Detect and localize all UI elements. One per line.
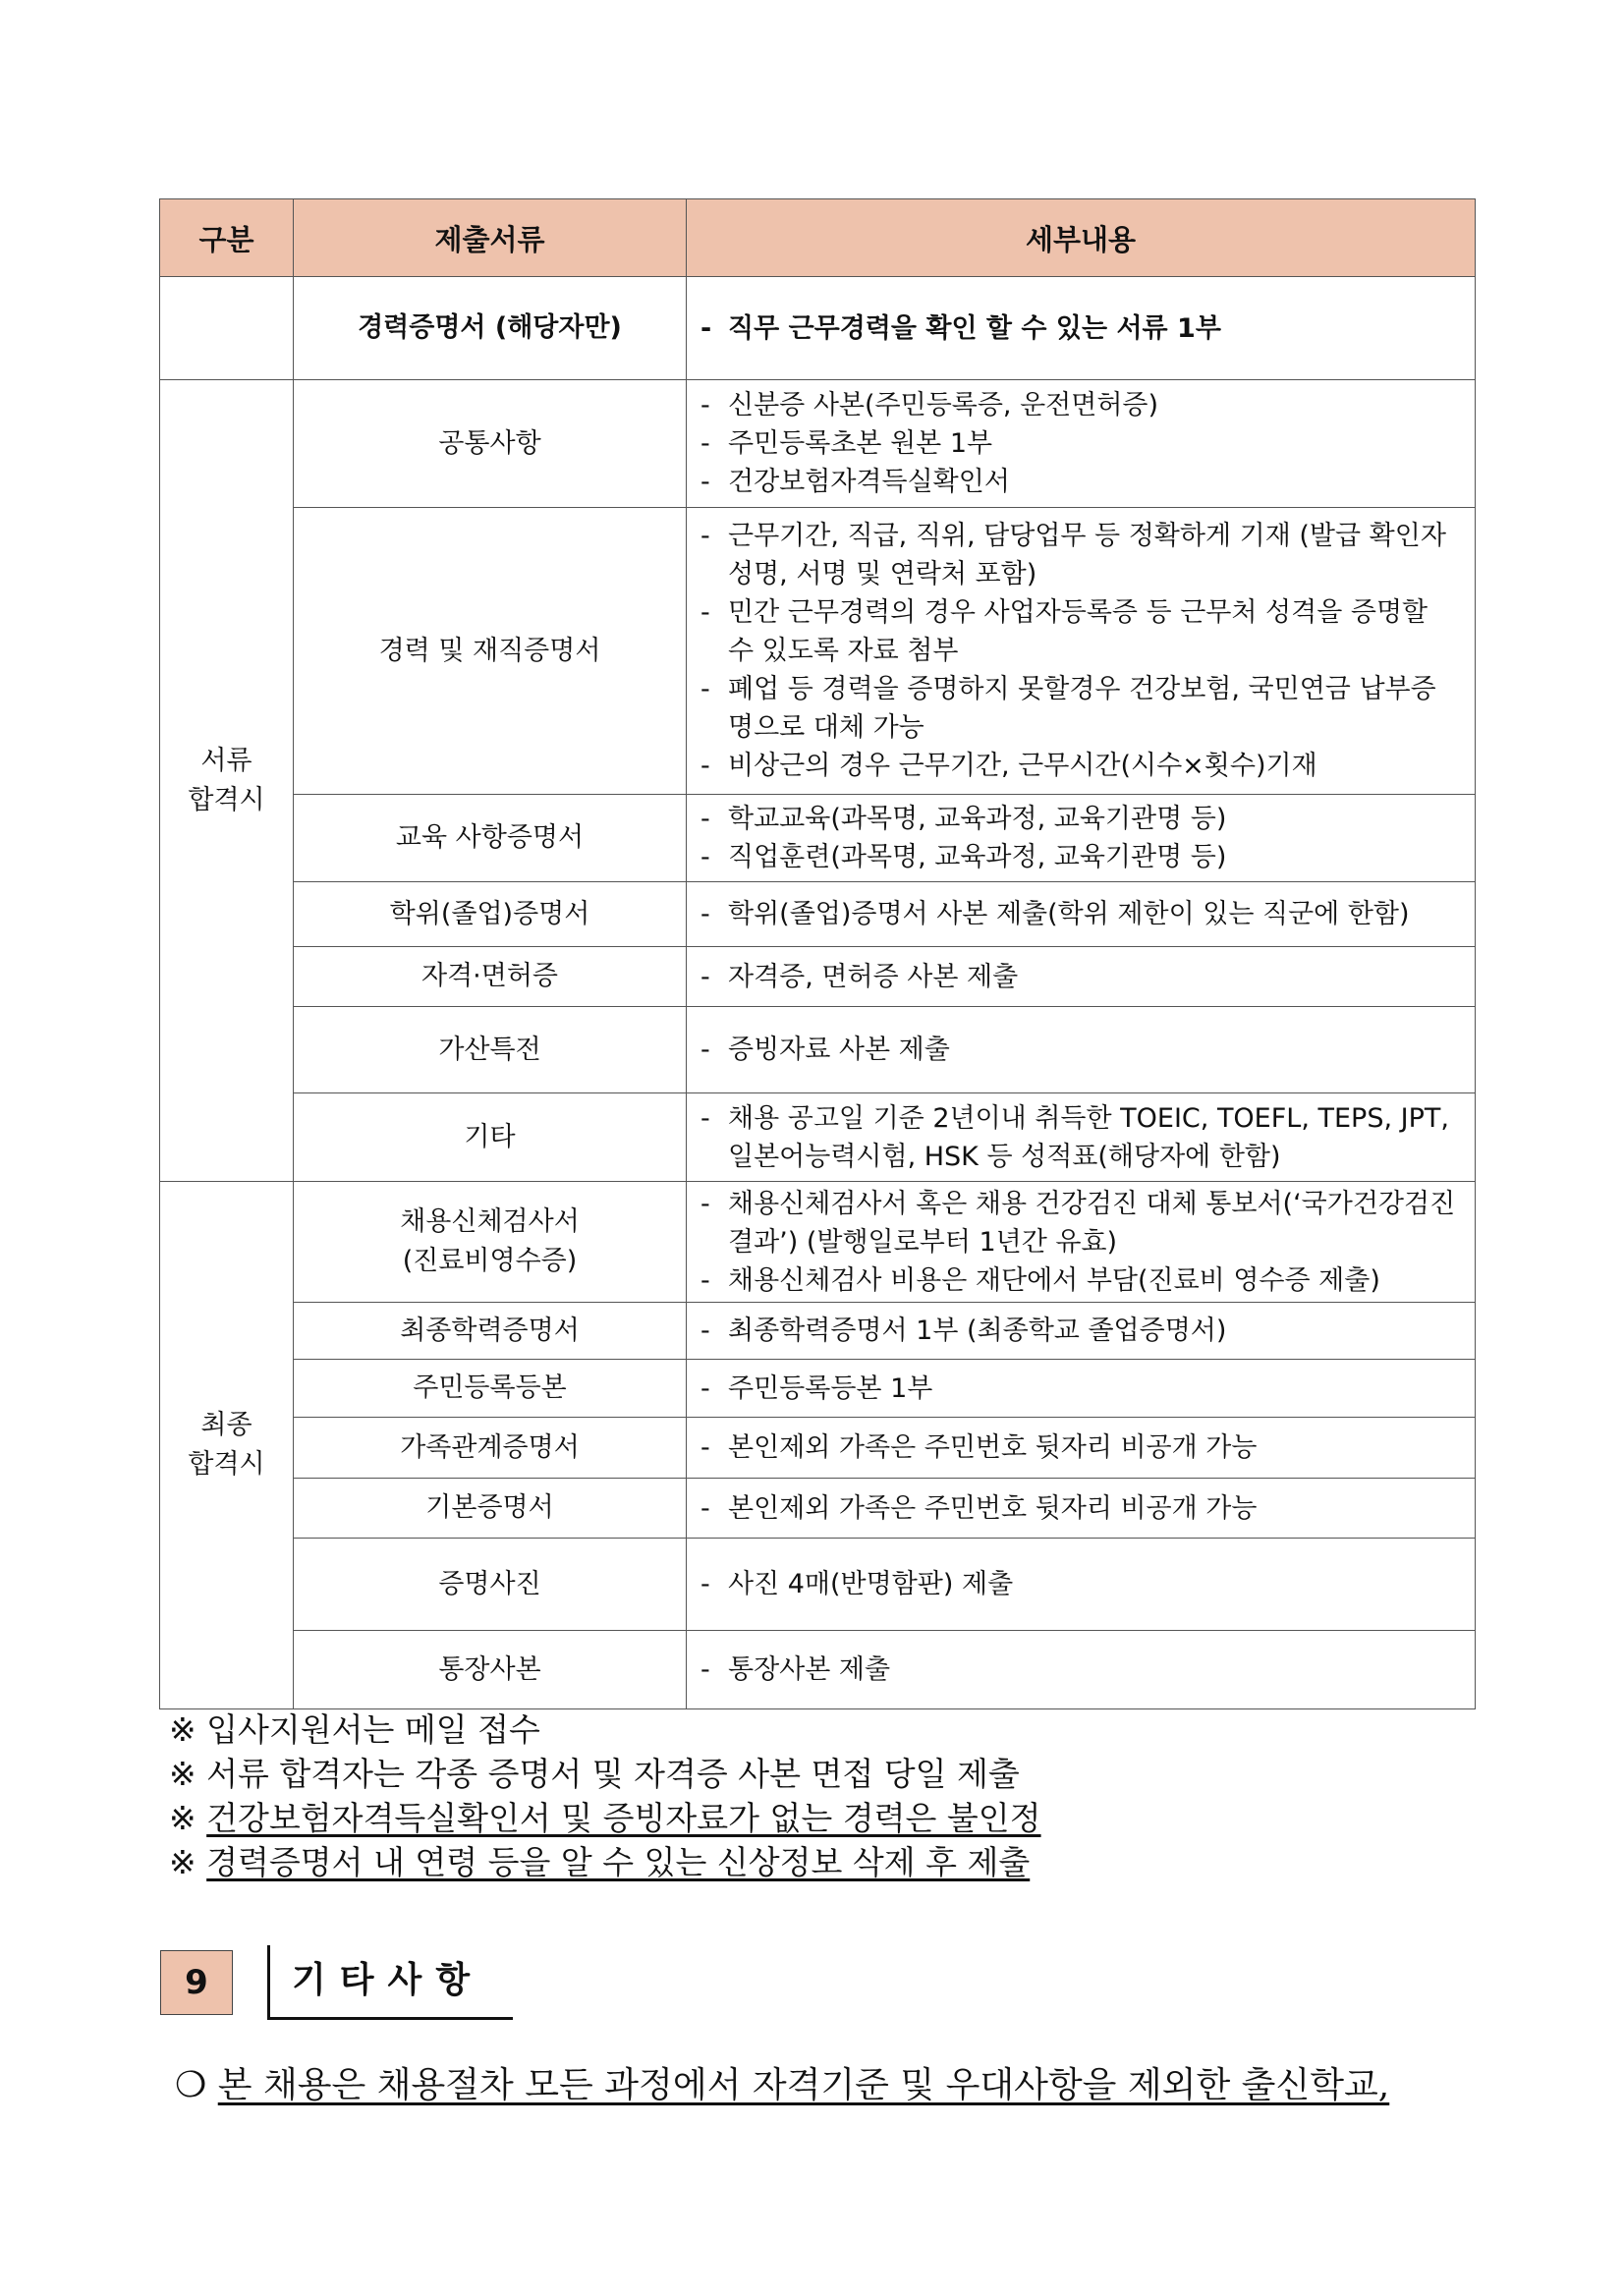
note-item: ※ 입사지원서는 메일 접수	[169, 1710, 540, 1749]
paragraph-text: 본 채용은 채용절차 모든 과정에서 자격기준 및 우대사항을 제외한 출신학교,	[217, 2065, 1390, 2105]
table-row	[160, 882, 1476, 947]
section-title: 기타사항	[267, 1945, 513, 2020]
document-cell: 통장사본	[294, 1631, 687, 1709]
document-cell: 가족관계증명서	[294, 1418, 687, 1479]
document-cell: 주민등록등본	[294, 1360, 687, 1418]
details-cell: - 채용신체검사서 혹은 채용 건강검진 대체 통보서(‘국가건강검진 결과’) (발행일로부터 1년간 유효) - 채용신체검사 비용은 재단에서 부담(진료비 영수증 제출)	[687, 1182, 1476, 1303]
document-cell: 채용신체검사서 (진료비영수증)	[294, 1182, 687, 1303]
table-row	[160, 1303, 1476, 1360]
header-document: 제출서류	[294, 199, 687, 277]
table-row	[160, 1007, 1476, 1093]
details-cell: - 본인제외 가족은 주민번호 뒷자리 비공개 가능	[687, 1418, 1476, 1479]
table-header-row	[160, 199, 1476, 277]
note-item: ※ 건강보험자격득실확인서 및 증빙자료가 없는 경력은 불인정	[169, 1799, 1041, 1837]
document-cell: 증명사진	[294, 1539, 687, 1631]
document-cell: 기타	[294, 1093, 687, 1182]
details-cell: - 근무기간, 직급, 직위, 담당업무 등 정확하게 기재 (발급 확인자 성명, 서명 및 연락처 포함) - 민간 근무경력의 경우 사업자등록증 등 근무처 성격을 증명할 수 있도록 자료 첨부 - 폐업 등 경력을 증명하지 못할경우 건강보험, 국민연금 납부증명으로 대체 가능 - 비상근의 경우 근무기간, 근무시간(시수×횟수)기재	[687, 508, 1476, 795]
table-row	[160, 1360, 1476, 1418]
note-item: ※ 서류 합격자는 각종 증명서 및 자격증 사본 면접 당일 제출	[169, 1755, 1020, 1793]
details-cell: - 학위(졸업)증명서 사본 제출(학위 제한이 있는 직군에 한함)	[687, 882, 1476, 947]
category-cell-empty	[160, 277, 294, 380]
table-row	[160, 1631, 1476, 1709]
section-number: 9	[160, 1950, 233, 2015]
document-cell: 공통사항	[294, 380, 687, 508]
document-cell: 기본증명서	[294, 1479, 687, 1539]
reference-mark: ※	[169, 1843, 196, 1881]
details-cell: - 자격증, 면허증 사본 제출	[687, 947, 1476, 1007]
table-row	[160, 380, 1476, 508]
table-row	[160, 1539, 1476, 1631]
details-cell: - 학교교육(과목명, 교육과정, 교육기관명 등) - 직업훈련(과목명, 교육과정, 교육기관명 등)	[687, 795, 1476, 882]
details-cell: - 최종학력증명서 1부 (최종학교 졸업증명서)	[687, 1303, 1476, 1360]
reference-mark: ※	[169, 1799, 196, 1837]
document-cell: 최종학력증명서	[294, 1303, 687, 1360]
table-row	[160, 508, 1476, 795]
reference-mark: ※	[169, 1755, 196, 1793]
documents-table	[159, 198, 1476, 1709]
note-item: ※ 경력증명서 내 연령 등을 알 수 있는 신상정보 삭제 후 제출	[169, 1843, 1031, 1881]
table-row	[160, 1418, 1476, 1479]
category-cell-document-pass: 서류 합격시	[160, 380, 294, 1182]
details-cell: - 주민등록등본 1부	[687, 1360, 1476, 1418]
table-row	[160, 277, 1476, 380]
table-row	[160, 1182, 1476, 1303]
details-cell: - 직무 근무경력을 확인 할 수 있는 서류 1부	[687, 277, 1476, 380]
document-cell: 경력 및 재직증명서	[294, 508, 687, 795]
table-row	[160, 1479, 1476, 1539]
body-paragraph	[175, 2057, 1389, 2107]
details-cell: - 신분증 사본(주민등록증, 운전면허증) - 주민등록초본 원본 1부 - 건강보험자격득실확인서	[687, 380, 1476, 508]
details-cell: - 채용 공고일 기준 2년이내 취득한 TOEIC, TOEFL, TEPS, JPT, 일본어능력시험, HSK 등 성적표(해당자에 한함)	[687, 1093, 1476, 1182]
document-cell: 가산특전	[294, 1007, 687, 1093]
details-cell: - 증빙자료 사본 제출	[687, 1007, 1476, 1093]
document-cell: 학위(졸업)증명서	[294, 882, 687, 947]
circle-bullet-icon: ❍	[175, 2065, 207, 2105]
document-cell: 자격·면허증	[294, 947, 687, 1007]
table-row	[160, 947, 1476, 1007]
notes-list	[169, 1708, 1041, 1884]
details-cell: - 통장사본 제출	[687, 1631, 1476, 1709]
table-row	[160, 1093, 1476, 1182]
category-cell-final-pass: 최종 합격시	[160, 1182, 294, 1709]
details-cell: - 사진 4매(반명함판) 제출	[687, 1539, 1476, 1631]
document-cell: 교육 사항증명서	[294, 795, 687, 882]
header-details: 세부내용	[687, 199, 1476, 277]
document-cell: 경력증명서 (해당자만)	[294, 277, 687, 380]
header-category: 구분	[160, 199, 294, 277]
details-cell: - 본인제외 가족은 주민번호 뒷자리 비공개 가능	[687, 1479, 1476, 1539]
table-row	[160, 795, 1476, 882]
reference-mark: ※	[169, 1710, 196, 1749]
